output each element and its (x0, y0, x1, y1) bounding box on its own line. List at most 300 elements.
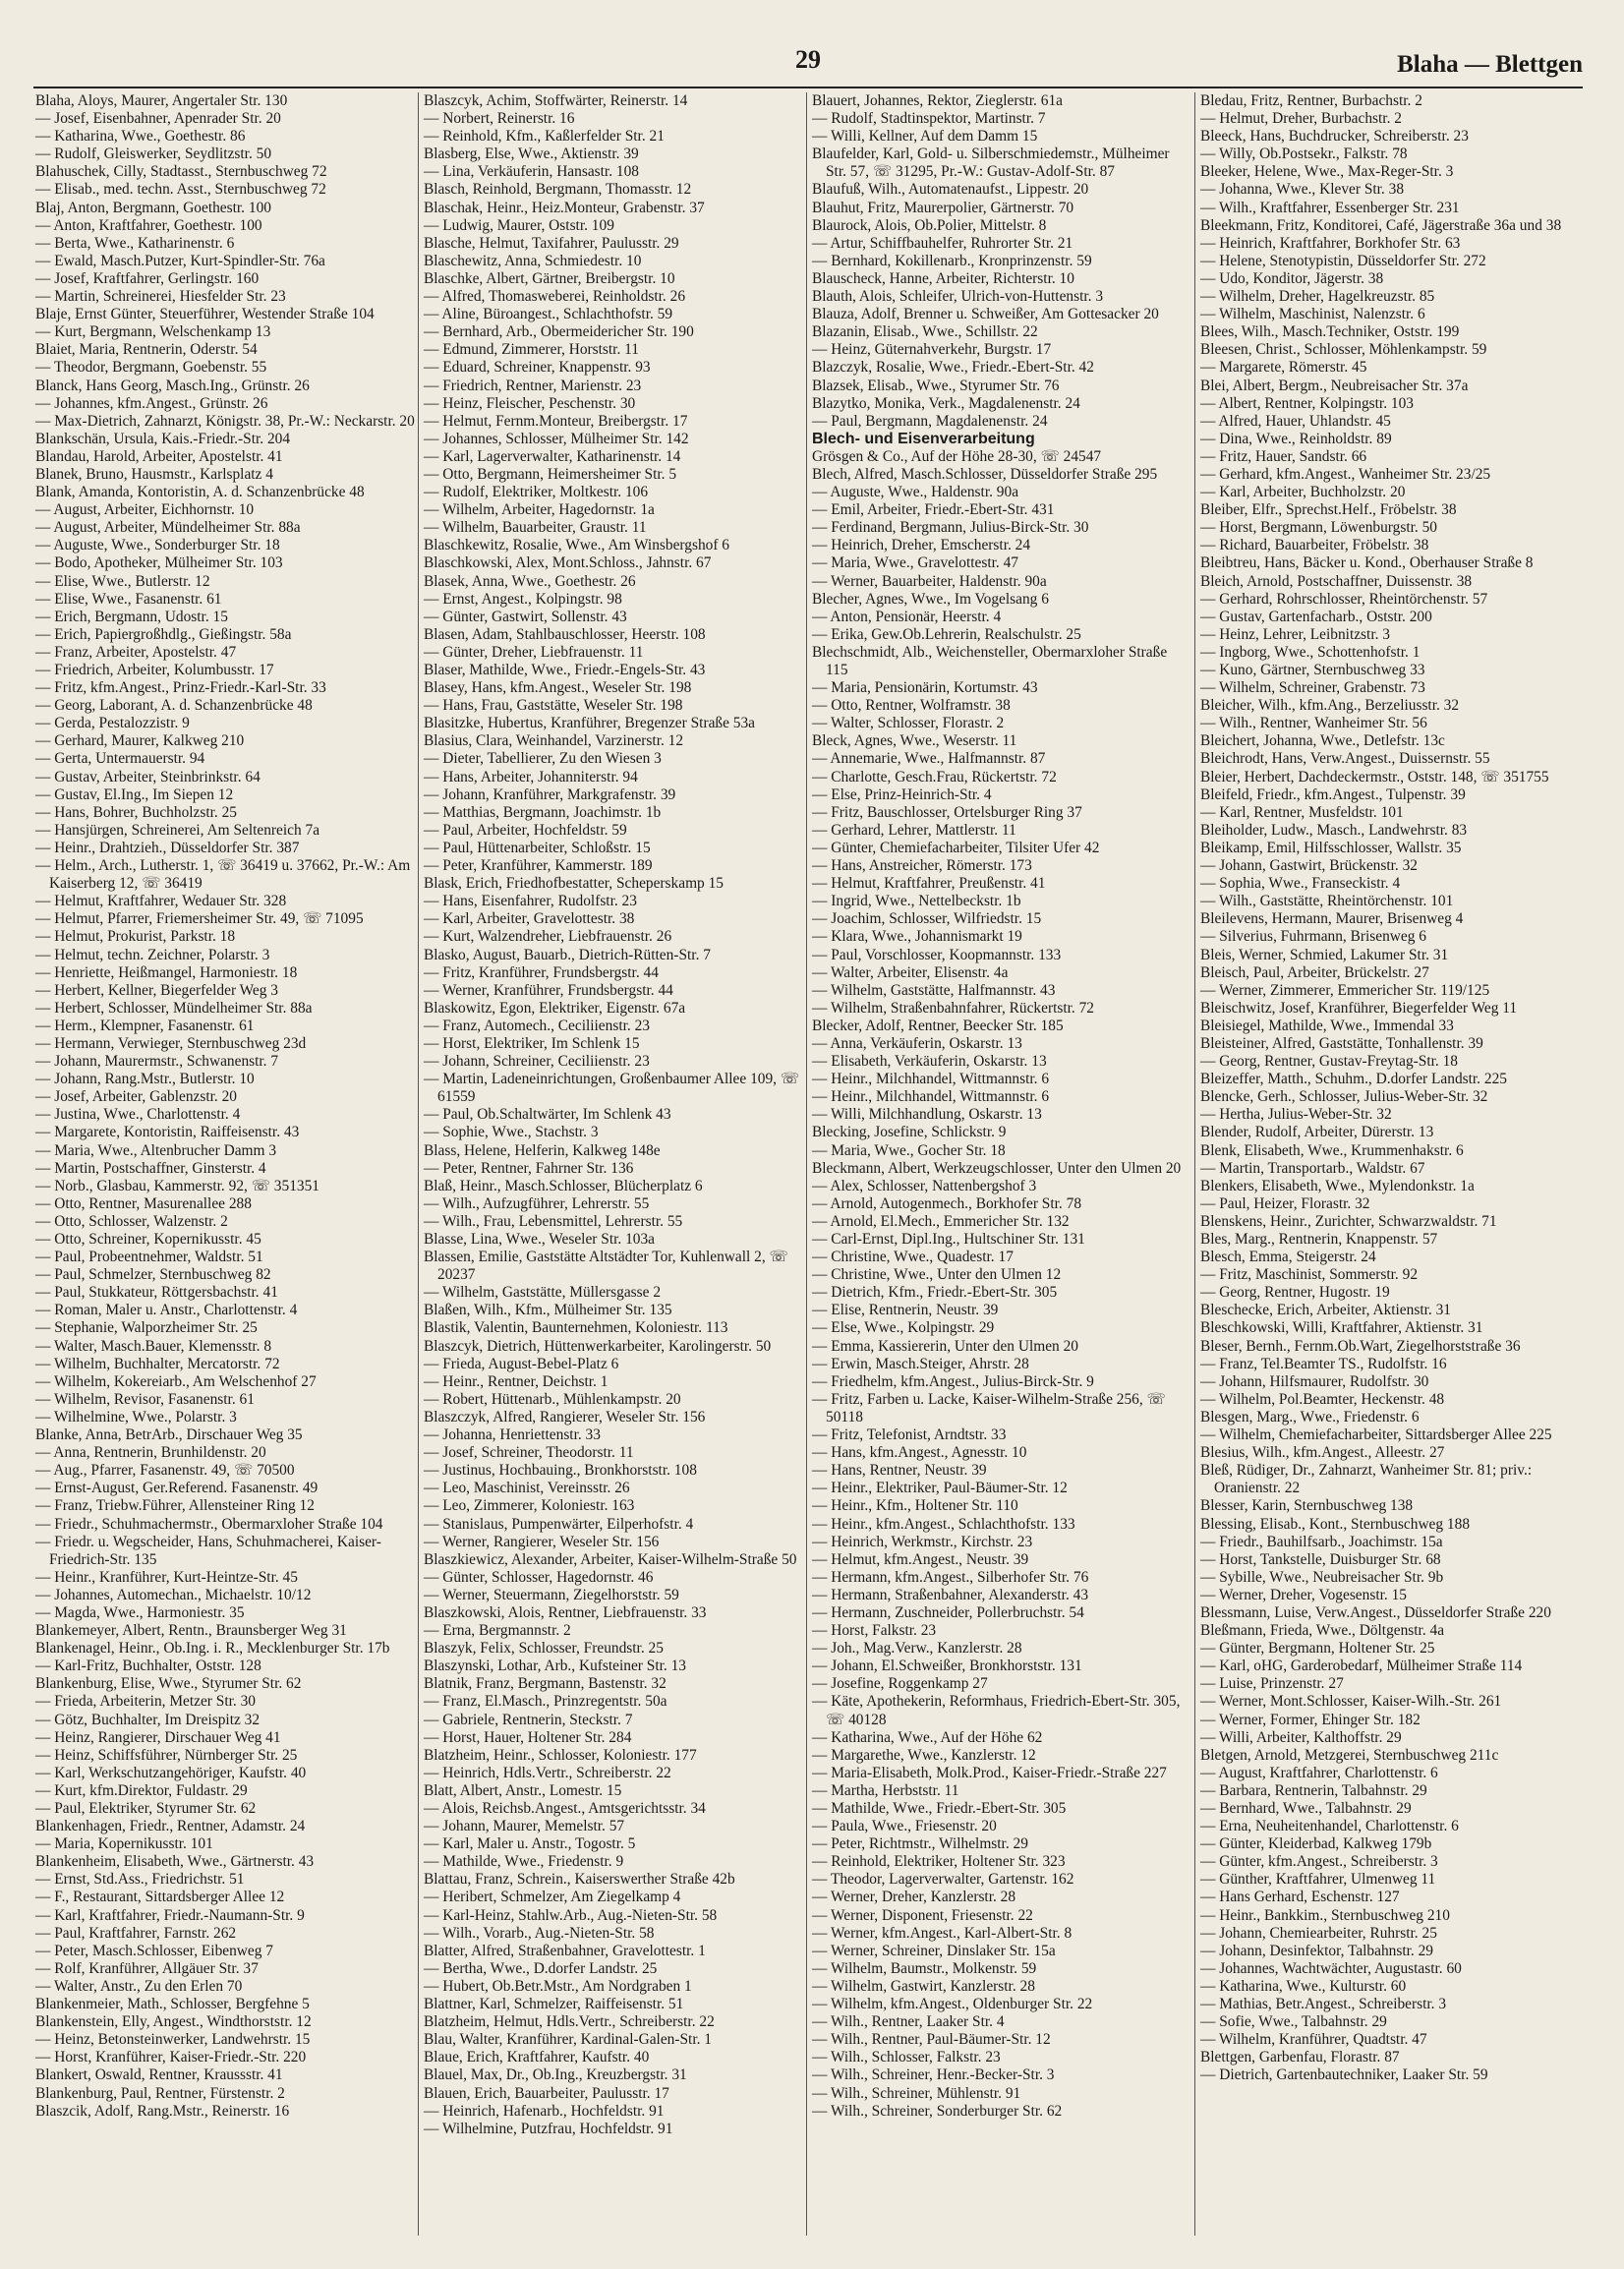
directory-entry: — Franz, Automech., Ceciliienstr. 23 (424, 1017, 650, 1034)
directory-entry: — Arnold, El.Mech., Emmericher Str. 132 (812, 1212, 1070, 1230)
directory-entry: — Katharina, Wwe., Auf der Höhe 62 (812, 1728, 1043, 1746)
directory-entry: Blaiet, Maria, Rentnerin, Oderstr. 54 (35, 341, 258, 359)
directory-entry: Blessing, Elisab., Kont., Sternbuschweg 188 (1200, 1515, 1471, 1533)
directory-entry: — Fritz, Bauschlosser, Ortelsburger Ring 37 (812, 803, 1082, 821)
directory-entry: — Bernhard, Arb., Obermeidericher Str. 190 (424, 323, 694, 341)
directory-entry: — Johann, Maurer, Memelstr. 57 (424, 1818, 625, 1835)
directory-entry: Blecking, Josefine, Schlickstr. 9 (812, 1124, 1007, 1141)
directory-entry: Blaszynski, Lothar, Arb., Kufsteiner Str. 13 (424, 1658, 686, 1675)
directory-entry: Blenskens, Heinr., Zurichter, Schwarzwaldstr. 71 (1200, 1212, 1497, 1230)
directory-entry: — Wilhelm, Revisor, Fasanenstr. 61 (35, 1390, 255, 1408)
directory-entry: — Wilhelm, Baumstr., Molkenstr. 59 (812, 1959, 1037, 1977)
directory-entry: — Götz, Buchhalter, Im Dreispitz 32 (35, 1711, 261, 1728)
directory-entry: Bleilevens, Hermann, Maurer, Brisenweg 4 (1200, 910, 1464, 928)
directory-entry: — Walter, Arbeiter, Elisenstr. 4a (812, 963, 1009, 981)
directory-entry: Blattau, Franz, Schrein., Kaiserswerther Straße 42b (424, 1871, 735, 1889)
directory-entry: — Bernhard, Wwe., Talbahnstr. 29 (1200, 1800, 1412, 1817)
directory-entry: — Bodo, Apotheker, Mülheimer Str. 103 (35, 554, 283, 572)
directory-entry: — Johannes, Wachtwächter, Augustastr. 60 (1200, 1959, 1462, 1977)
directory-entry: Blenk, Elisabeth, Wwe., Krummenhakstr. 6 (1200, 1141, 1464, 1159)
directory-entry: — Heinr., Kfm., Holtener Str. 110 (812, 1497, 1018, 1515)
directory-entry: — Sofie, Wwe., Talbahnstr. 29 (1200, 2013, 1387, 2031)
directory-entry: — Elisab., med. techn. Asst., Sternbuschweg 72 (35, 181, 326, 199)
directory-entry: Blankenheim, Elisabeth, Wwe., Gärtnerstr. 43 (35, 1853, 315, 1871)
directory-entry: — Hans, Anstreicher, Römerstr. 173 (812, 857, 1032, 875)
directory-entry: — Emil, Arbeiter, Friedr.-Ebert-Str. 431 (812, 501, 1055, 519)
directory-entry: Blechschmidt, Alb., Weichensteller, Obermarxloher Straße 115 (812, 643, 1168, 678)
directory-entry: — Günter, Chemiefacharbeiter, Tilsiter Ufer 42 (812, 839, 1100, 856)
directory-entry: — Johanna, Henriettenstr. 33 (424, 1426, 601, 1444)
directory-entry: — Heinz, Lehrer, Leibnitzstr. 3 (1200, 625, 1390, 643)
directory-entry: — Erika, Gew.Ob.Lehrerin, Realschulstr. 25 (812, 625, 1081, 643)
directory-entry: Blasberg, Else, Wwe., Aktienstr. 39 (424, 145, 639, 163)
directory-entry: — Christine, Wwe., Unter den Ulmen 12 (812, 1266, 1062, 1284)
directory-entry: Bleizeffer, Matth., Schuhm., D.dorfer Landstr. 225 (1200, 1071, 1507, 1088)
directory-entry: — Fritz, Maschinist, Sommerstr. 92 (1200, 1266, 1419, 1284)
directory-entry: — Maria, Wwe., Altenbrucher Damm 3 (35, 1141, 277, 1159)
directory-entry: Blasse, Lina, Wwe., Weseler Str. 103a (424, 1231, 655, 1248)
directory-entry: — Rudolf, Stadtinspektor, Martinstr. 7 (812, 110, 1046, 128)
directory-entry: — Hansjürgen, Schreinerei, Am Seltenreich 7a (35, 821, 320, 839)
directory-entry: — Paul, Probeentnehmer, Waldstr. 51 (35, 1249, 263, 1266)
directory-entry: — Heinz, Schiffsführer, Nürnberger Str. 25 (35, 1746, 298, 1764)
directory-entry: — Elise, Rentnerin, Neustr. 39 (812, 1302, 999, 1319)
directory-entry: — Helene, Stenotypistin, Düsseldorfer Str. 272 (1200, 252, 1486, 269)
directory-entry: Blatter, Alfred, Straßenbahner, Gravelottestr. 1 (424, 1942, 706, 1959)
directory-entry: Blaszyk, Felix, Schlosser, Freundstr. 25 (424, 1640, 664, 1658)
directory-entry: — Karl, Arbeiter, Buchholzstr. 20 (1200, 484, 1406, 501)
directory-entry: — Paul, Kraftfahrer, Farnstr. 262 (35, 1924, 237, 1942)
directory-entry: — Franz, El.Masch., Prinzregentstr. 50a (424, 1693, 667, 1711)
directory-entry: — Karl, Werkschutzangehöriger, Kaufstr. 40 (35, 1764, 307, 1781)
directory-entry: — Karl, Rentner, Musfeldstr. 101 (1200, 803, 1404, 821)
directory-entry: — Paul, Hüttenarbeiter, Schloßstr. 15 (424, 839, 651, 856)
directory-entry: Blesius, Wilh., kfm.Angest., Alleestr. 27 (1200, 1444, 1445, 1462)
directory-entry: — Heinr., Rentner, Deichstr. 1 (424, 1372, 609, 1390)
directory-entry: — Wilhelm, Kokereiarb., Am Welschenhof 27 (35, 1372, 317, 1390)
directory-entry: — Barbara, Rentnerin, Talbahnstr. 29 (1200, 1781, 1427, 1799)
directory-entry: Bletgen, Arnold, Metzgerei, Sternbuschweg 211c (1200, 1746, 1499, 1764)
directory-entry: — Fritz, kfm.Angest., Prinz-Friedr.-Karl-Str. 33 (35, 679, 326, 697)
directory-entry: — Werner, Disponent, Friesenstr. 22 (812, 1906, 1033, 1924)
directory-entry: Blencke, Gerh., Schlosser, Julius-Weber-Str. 32 (1200, 1088, 1488, 1106)
directory-column-3 (812, 92, 1200, 2245)
directory-entry: — Joachim, Schlosser, Wilfriedstr. 15 (812, 910, 1042, 928)
directory-entry: — Hans, kfm.Angest., Agnesstr. 10 (812, 1444, 1027, 1462)
directory-entry: Blauscheck, Hanne, Arbeiter, Richterstr. 10 (812, 269, 1074, 287)
directory-entry: Bleisch, Paul, Arbeiter, Brückelstr. 27 (1200, 963, 1429, 981)
directory-entry: Blatnik, Franz, Bergmann, Bastenstr. 32 (424, 1675, 667, 1693)
header-rule (33, 87, 1583, 88)
directory-entry: Blauza, Adolf, Brenner u. Schweißer, Am Gottesacker 20 (812, 306, 1159, 323)
directory-entry: — August, Arbeiter, Mündelheimer Str. 88a (35, 519, 301, 537)
directory-entry: Blastik, Valentin, Baunternehmen, Koloniestr. 113 (424, 1319, 728, 1337)
directory-entry: — Justina, Wwe., Charlottenstr. 4 (35, 1106, 241, 1124)
directory-entry: Blessmann, Luise, Verw.Angest., Düsseldorfer Straße 220 (1200, 1603, 1551, 1621)
directory-entry: — Friedrich, Rentner, Marienstr. 23 (424, 377, 642, 394)
directory-entry: — Paul, Elektriker, Styrumer Str. 62 (35, 1800, 257, 1817)
directory-entry: Blasius, Clara, Weinhandel, Varzinerstr. 12 (424, 732, 684, 750)
directory-entry: — Max-Dietrich, Zahnarzt, Königstr. 38, Pr.-W.: Neckarstr. 20 (35, 412, 415, 430)
directory-entry: — Norb., Glasbau, Kammerstr. 92, ☏ 351351 (35, 1177, 319, 1194)
directory-entry: Blaha, Aloys, Maurer, Angertaler Str. 130 (35, 92, 288, 109)
directory-entry: — Rudolf, Gleiswerker, Seydlitzstr. 50 (35, 145, 272, 163)
directory-entry: — Herbert, Kellner, Biegerfelder Weg 3 (35, 981, 279, 999)
directory-entry: — Heinz, Fleischer, Peschenstr. 30 (424, 394, 636, 412)
directory-entry: — Horst, Hauer, Holtener Str. 284 (424, 1728, 632, 1746)
directory-entry: — Stanislaus, Pumpenwärter, Eilperhofstr. 4 (424, 1515, 694, 1533)
directory-entry: Blazytko, Monika, Verk., Magdalenenstr. 24 (812, 394, 1080, 412)
directory-entry: — Heinr., Kranführer, Kurt-Heintze-Str. 45 (35, 1568, 298, 1586)
directory-entry: — Sophia, Wwe., Franseckistr. 4 (1200, 875, 1401, 893)
directory-entry: — Carl-Ernst, Dipl.Ing., Hultschiner Str. 131 (812, 1231, 1085, 1248)
directory-entry: Blaschke, Albert, Gärtner, Breibergstr. 10 (424, 269, 675, 287)
directory-entry: — Günter, Schlosser, Hagedornstr. 46 (424, 1568, 654, 1586)
directory-entry: Blasek, Anna, Wwe., Goethestr. 26 (424, 572, 636, 590)
directory-entry: — Helmut, Prokurist, Parkstr. 18 (35, 928, 236, 946)
directory-entry: — Martin, Transportarb., Waldstr. 67 (1200, 1159, 1425, 1177)
directory-entry: — Frieda, August-Bebel-Platz 6 (424, 1355, 619, 1372)
directory-entry: Bleekmann, Fritz, Konditorei, Café, Jägerstraße 36a und 38 (1200, 216, 1562, 234)
directory-entry: Blatt, Albert, Anstr., Lomestr. 15 (424, 1781, 622, 1799)
directory-entry: — Fritz, Hauer, Sandstr. 66 (1200, 447, 1367, 465)
directory-entry: — Käte, Apothekerin, Reformhaus, Friedrich-Ebert-Str. 305, ☏ 40128 (812, 1693, 1181, 1728)
directory-column-2 (424, 92, 812, 2245)
directory-entry: — Helmut, Kraftfahrer, Wedauer Str. 328 (35, 893, 287, 910)
directory-entry: — Wilhelm, Gaststätte, Halfmannstr. 43 (812, 981, 1056, 999)
directory-entry: Blauhut, Fritz, Maurerpolier, Gärtnerstr. 70 (812, 199, 1074, 216)
directory-entry: — Martha, Herbststr. 11 (812, 1781, 959, 1799)
directory-entry: — Peter, Kranführer, Kammerstr. 189 (424, 857, 653, 875)
directory-entry: Blasch, Reinhold, Bergmann, Thomasstr. 12 (424, 181, 692, 199)
directory-entry: — Hermann, Verwieger, Sternbuschweg 23d (35, 1034, 307, 1052)
directory-entry: Blaßen, Wilh., Kfm., Mülheimer Str. 135 (424, 1302, 672, 1319)
directory-entry: Bledau, Fritz, Rentner, Burbachstr. 2 (1200, 92, 1422, 109)
directory-entry: — Otto, Rentner, Wolframstr. 38 (812, 697, 1011, 715)
directory-entry: — Werner, Zimmerer, Emmericher Str. 119/125 (1200, 981, 1490, 999)
directory-entry: — Peter, Rentner, Fahrner Str. 136 (424, 1159, 634, 1177)
directory-entry: — Karl, Lagerverwalter, Katharinenstr. 14 (424, 447, 681, 465)
directory-entry: — Friedr., Bauhilfsarb., Joachimstr. 15a (1200, 1533, 1443, 1550)
directory-entry: Blankenmeier, Math., Schlosser, Bergfehne 5 (35, 1996, 310, 2013)
directory-entry: — Arnold, Autogenmech., Borkhofer Str. 78 (812, 1194, 1082, 1212)
directory-entry: — Gabriele, Rentnerin, Steckstr. 7 (424, 1711, 633, 1728)
directory-entry: — Emma, Kassiererin, Unter den Ulmen 20 (812, 1337, 1078, 1355)
directory-entry: — Wilh., Aufzugführer, Lehrerstr. 55 (424, 1194, 650, 1212)
directory-entry: — F., Restaurant, Sittardsberger Allee 12 (35, 1889, 285, 1906)
directory-entry: — Anton, Kraftfahrer, Goethestr. 100 (35, 216, 262, 234)
directory-entry: — Joh., Mag.Verw., Kanzlerstr. 28 (812, 1640, 1022, 1658)
directory-entry: — Kurt, Walzendreher, Liebfrauenstr. 26 (424, 928, 672, 946)
directory-entry: Bleier, Herbert, Dachdeckermstr., Oststr. 148, ☏ 351755 (1200, 768, 1549, 785)
directory-entry: Bleckmann, Albert, Werkzeugschlosser, Unter den Ulmen 20 (812, 1159, 1182, 1177)
directory-entry: Bleis, Werner, Schmied, Lakumer Str. 31 (1200, 946, 1449, 963)
directory-entry: — Wilhelmine, Wwe., Polarstr. 3 (35, 1408, 237, 1425)
directory-entry: Blaszcik, Adolf, Rang.Mstr., Reinerstr. 16 (35, 2102, 290, 2120)
directory-entry: — Auguste, Wwe., Sonderburger Str. 18 (35, 537, 280, 554)
directory-entry: Blankert, Oswald, Rentner, Kraussstr. 41 (35, 2066, 283, 2084)
directory-entry: — Wilh., Schlosser, Falkstr. 23 (812, 2049, 1001, 2066)
directory-entry: — Dieter, Tabellierer, Zu den Wiesen 3 (424, 750, 662, 768)
directory-entry: — Albert, Rentner, Kolpingstr. 103 (1200, 394, 1414, 412)
directory-entry: Blenkers, Elisabeth, Wwe., Mylendonkstr. 1a (1200, 1177, 1475, 1194)
directory-entry: — Gerta, Untermauerstr. 94 (35, 750, 205, 768)
directory-entry: Bleiholder, Ludw., Masch., Landwehrstr. 83 (1200, 821, 1468, 839)
directory-entry: — Hans, Bohrer, Buchholzstr. 25 (35, 803, 237, 821)
directory-entry: Blender, Rudolf, Arbeiter, Dürerstr. 13 (1200, 1124, 1434, 1141)
directory-entry: — Silverius, Fuhrmann, Brisenweg 6 (1200, 928, 1426, 946)
directory-entry: Blaschewitz, Anna, Schmiedestr. 10 (424, 252, 642, 269)
directory-entry: — Ernst-August, Ger.Referend. Fasanenstr. 49 (35, 1480, 319, 1497)
directory-entry: — Gerhard, Lehrer, Mattlerstr. 11 (812, 821, 1016, 839)
directory-entry: Blaurock, Alois, Ob.Polier, Mittelstr. 8 (812, 216, 1047, 234)
directory-entry: — Günter, Gastwirt, Sollenstr. 43 (424, 608, 627, 625)
directory-entry: Blaschkowski, Alex, Mont.Schloss., Jahnstr. 67 (424, 554, 712, 572)
directory-entry: — Otto, Rentner, Masurenallee 288 (35, 1194, 252, 1212)
directory-entry: — Alfred, Hauer, Uhlandstr. 45 (1200, 412, 1391, 430)
directory-entry: — Willy, Ob.Postsekr., Falkstr. 78 (1200, 145, 1408, 163)
directory-entry: — Henriette, Heißmangel, Harmoniestr. 18 (35, 963, 298, 981)
directory-entry: — Fritz, Farben u. Lacke, Kaiser-Wilhelm-Straße 256, ☏ 50118 (812, 1390, 1166, 1425)
directory-entry: — Werner, Former, Ehinger Str. 182 (1200, 1711, 1421, 1728)
directory-entry: Blettgen, Garbenfau, Florastr. 87 (1200, 2049, 1400, 2066)
directory-entry: Bleser, Bernh., Fernm.Ob.Wart, Ziegelhorststraße 36 (1200, 1337, 1521, 1355)
directory-entry: — Margarete, Kontoristin, Raiffeisenstr. 43 (35, 1124, 300, 1141)
directory-entry: — Wilh., Rentner, Laaker Str. 4 (812, 2013, 1005, 2031)
directory-entry: — Gustav, Gartenfacharb., Oststr. 200 (1200, 608, 1432, 625)
directory-entry: — Günther, Kraftfahrer, Ulmenweg 11 (1200, 1871, 1436, 1889)
directory-entry: — Margarete, Römerstr. 45 (1200, 359, 1367, 377)
directory-entry: — Ferdinand, Bergmann, Julius-Birck-Str. 30 (812, 519, 1089, 537)
directory-entry: Bleifeld, Friedr., kfm.Angest., Tulpenstr. 39 (1200, 785, 1466, 803)
directory-entry: — Hubert, Ob.Betr.Mstr., Am Nordgraben 1 (424, 1977, 692, 1995)
directory-entry: Blesser, Karin, Sternbuschweg 138 (1200, 1497, 1414, 1515)
directory-entry: — Franz, Tel.Beamter TS., Rudolfstr. 16 (1200, 1355, 1447, 1372)
directory-entry: — Hans, Eisenfahrer, Rudolfstr. 23 (424, 893, 637, 910)
directory-entry: — Christine, Wwe., Quadestr. 17 (812, 1249, 1014, 1266)
directory-entry: — Werner, Steuermann, Ziegelhorststr. 59 (424, 1586, 679, 1603)
directory-entry: — Helmut, Fernm.Monteur, Breibergstr. 17 (424, 412, 688, 430)
directory-entry: — Aline, Büroangest., Schlachthofstr. 59 (424, 306, 673, 323)
directory-entry: — Alois, Reichsb.Angest., Amtsgerichtsstr. 34 (424, 1800, 706, 1817)
directory-entry: Blankenagel, Heinr., Ob.Ing. i. R., Mecklenburger Str. 17b (35, 1640, 390, 1658)
directory-entry: — Wilh., Kraftfahrer, Essenberger Str. 231 (1200, 199, 1460, 216)
directory-entry: Blesgen, Marg., Wwe., Friedenstr. 6 (1200, 1408, 1420, 1425)
directory-entry: Blaschak, Heinr., Heiz.Monteur, Grabenstr. 37 (424, 199, 705, 216)
directory-entry: — Rudolf, Elektriker, Moltkestr. 106 (424, 484, 649, 501)
directory-entry: — Karl-Heinz, Stahlw.Arb., Aug.-Nieten-Str. 58 (424, 1906, 718, 1924)
directory-entry: — Gustav, El.Ing., Im Siepen 12 (35, 785, 234, 803)
directory-entry: — Margarethe, Wwe., Kanzlerstr. 12 (812, 1746, 1036, 1764)
directory-entry: Blankemeyer, Albert, Rentn., Braunsberger Weg 31 (35, 1622, 347, 1640)
directory-entry: — Richard, Bauarbeiter, Fröbelstr. 38 (1200, 537, 1429, 554)
directory-entry: — Paul, Stukkateur, Röttgersbachstr. 41 (35, 1284, 278, 1302)
directory-entry: — Wilhelm, Pol.Beamter, Heckenstr. 48 (1200, 1390, 1445, 1408)
directory-entry: — Paul, Schmelzer, Sternbuschweg 82 (35, 1266, 271, 1284)
directory-entry: — Heinr., Milchhandel, Wittmannstr. 6 (812, 1088, 1050, 1106)
directory-entry: Blankenstein, Elly, Angest., Windthorststr. 12 (35, 2013, 312, 2031)
directory-entry: — Kurt, kfm.Direktor, Fuldastr. 29 (35, 1781, 248, 1799)
directory-entry: — Ludwig, Maurer, Oststr. 109 (424, 216, 614, 234)
directory-columns (35, 92, 1589, 2245)
directory-entry: — Hans, Frau, Gaststätte, Weseler Str. 198 (424, 697, 683, 715)
directory-entry: — Gerhard, kfm.Angest., Wanheimer Str. 23/25 (1200, 465, 1491, 483)
directory-entry: — Maria, Wwe., Gravelottestr. 47 (812, 554, 1018, 572)
directory-entry: — Günter, Bergmann, Holtener Str. 25 (1200, 1640, 1435, 1658)
directory-entry: — Heinz, Betonsteinwerker, Landwehrstr. 15 (35, 2031, 311, 2049)
directory-entry: — Willi, Milchhandlung, Oskarstr. 13 (812, 1106, 1042, 1124)
directory-entry: — Wilh., Frau, Lebensmittel, Lehrerstr. 55 (424, 1212, 683, 1230)
directory-entry: Blazczyk, Rosalie, Wwe., Friedr.-Ebert-Str. 42 (812, 359, 1094, 377)
directory-entry: — Karl, oHG, Garderobedarf, Mülheimer Straße 114 (1200, 1658, 1523, 1675)
directory-entry: — Heinr., Drahtzieh., Düsseldorfer Str. 387 (35, 839, 300, 856)
directory-entry: — Wilh., Schreiner, Sonderburger Str. 62 (812, 2102, 1063, 2120)
directory-entry: — Karl, Kraftfahrer, Friedr.-Naumann-Str. 9 (35, 1906, 305, 1924)
directory-entry: — Martin, Ladeneinrichtungen, Großenbaumer Allee 109, ☏ 61559 (424, 1071, 800, 1106)
directory-entry: — Anna, Verkäuferin, Oskarstr. 13 (812, 1034, 1022, 1052)
directory-entry: — Johann, Rang.Mstr., Butlerstr. 10 (35, 1071, 255, 1088)
directory-entry: — Klara, Wwe., Johannismarkt 19 (812, 928, 1022, 946)
directory-entry: — Mathilde, Wwe., Friedr.-Ebert-Str. 305 (812, 1800, 1067, 1817)
directory-entry: — Dietrich, Gartenbautechniker, Laaker Str. 59 (1200, 2066, 1488, 2084)
directory-entry: — Georg, Laborant, A. d. Schanzenbrücke 48 (35, 697, 313, 715)
directory-entry: — Johannes, kfm.Angest., Grünstr. 26 (35, 394, 268, 412)
directory-entry: — Hermann, kfm.Angest., Silberhofer Str. 76 (812, 1568, 1089, 1586)
directory-entry: — Heinz, Güternahverkehr, Burgstr. 17 (812, 341, 1052, 359)
directory-entry: Bleischwitz, Josef, Kranführer, Biegerfelder Weg 11 (1200, 999, 1518, 1017)
directory-entry: — Mathilde, Wwe., Friedenstr. 9 (424, 1853, 624, 1871)
directory-entry: — Werner, Dreher, Kanzlerstr. 28 (812, 1889, 1016, 1906)
directory-entry: — Roman, Maler u. Anstr., Charlottenstr. 4 (35, 1302, 298, 1319)
directory-entry: Bleß, Rüdiger, Dr., Zahnarzt, Wanheimer Str. 81; priv.: Oranienstr. 22 (1200, 1462, 1533, 1497)
directory-entry: Blaszczyk, Alfred, Rangierer, Weseler Str. 156 (424, 1408, 706, 1425)
directory-entry: Blatzheim, Heinr., Schlosser, Koloniestr. 177 (424, 1746, 697, 1764)
directory-entry: — Kurt, Bergmann, Welschenkamp 13 (35, 323, 271, 341)
directory-entry: — Leo, Zimmerer, Koloniestr. 163 (424, 1497, 635, 1515)
directory-entry: — Matthias, Bergmann, Joachimstr. 1b (424, 803, 662, 821)
directory-entry: — Paul, Arbeiter, Hochfeldstr. 59 (424, 821, 627, 839)
directory-entry: — Heinr., Milchhandel, Wittmannstr. 6 (812, 1071, 1050, 1088)
directory-entry: Grösgen & Co., Auf der Höhe 28-30, ☏ 24547 (812, 447, 1102, 465)
directory-entry: — Wilh., Vorarb., Aug.-Nieten-Str. 58 (424, 1924, 655, 1942)
directory-entry: Blasche, Helmut, Taxifahrer, Paulusstr. 29 (424, 234, 679, 252)
directory-entry: — Hermann, Straßenbahner, Alexanderstr. 43 (812, 1586, 1089, 1603)
directory-entry: — Franz, Arbeiter, Apostelstr. 47 (35, 643, 237, 661)
directory-entry: Blaszkiewicz, Alexander, Arbeiter, Kaiser-Wilhelm-Straße 50 (424, 1550, 797, 1568)
directory-entry: — Otto, Schlosser, Walzenstr. 2 (35, 1212, 228, 1230)
directory-entry: — Wilhelm, Maschinist, Nalenzstr. 6 (1200, 306, 1425, 323)
directory-entry: Blanek, Bruno, Hausmstr., Karlsplatz 4 (35, 465, 273, 483)
directory-entry: — Erna, Bergmannstr. 2 (424, 1622, 571, 1640)
directory-entry: Blecher, Agnes, Wwe., Im Vogelsang 6 (812, 590, 1049, 608)
directory-entry: — Robert, Hüttenarb., Mühlenkampstr. 20 (424, 1390, 681, 1408)
directory-entry: — Wilhelm, kfm.Angest., Oldenburger Str. 22 (812, 1996, 1093, 2013)
directory-entry: — Georg, Rentner, Hugostr. 19 (1200, 1284, 1390, 1302)
directory-entry: — Karl-Fritz, Buchhalter, Oststr. 128 (35, 1658, 261, 1675)
directory-entry: — Luise, Prinzenstr. 27 (1200, 1675, 1344, 1693)
directory-entry: Bleichert, Johanna, Wwe., Detlefstr. 13c (1200, 732, 1445, 750)
directory-entry: Blasey, Hans, kfm.Angest., Weseler Str. 198 (424, 679, 692, 697)
directory-entry: — Johann, Schreiner, Ceciliienstr. 23 (424, 1053, 650, 1071)
directory-entry: — Friedr. u. Wegscheider, Hans, Schuhmacherei, Kaiser-Friedrich-Str. 135 (35, 1533, 381, 1568)
directory-entry: — Heinrich, Hafenarb., Hochfeldstr. 91 (424, 2102, 665, 2120)
directory-entry: — Werner, kfm.Angest., Karl-Albert-Str. 8 (812, 1924, 1073, 1942)
page-header (33, 45, 1583, 85)
directory-entry: — Sophie, Wwe., Stachstr. 3 (424, 1124, 599, 1141)
directory-entry: — Werner, Kranführer, Frundsbergstr. 44 (424, 981, 673, 999)
directory-entry: — Auguste, Wwe., Haldenstr. 90a (812, 484, 1019, 501)
directory-entry: — Theodor, Lagerverwalter, Gartenstr. 162 (812, 1871, 1074, 1889)
directory-entry: — Friedrich, Arbeiter, Kolumbusstr. 17 (35, 662, 274, 678)
directory-entry: Bleschecke, Erich, Arbeiter, Aktienstr. 31 (1200, 1302, 1451, 1319)
directory-entry: Blankenburg, Paul, Rentner, Fürstenstr. 2 (35, 2084, 285, 2102)
directory-entry: — Paul, Bergmann, Magdalenenstr. 24 (812, 412, 1048, 430)
directory-entry: Blahuschek, Cilly, Stadtasst., Sternbuschweg 72 (35, 163, 327, 181)
directory-entry: — Maria-Elisabeth, Molk.Prod., Kaiser-Friedr.-Straße 227 (812, 1764, 1167, 1781)
directory-entry: — Elisabeth, Verkäuferin, Oskarstr. 13 (812, 1053, 1047, 1071)
directory-entry: — Katharina, Wwe., Goethestr. 86 (35, 128, 246, 145)
directory-entry: — Fritz, Telefonist, Arndtstr. 33 (812, 1426, 1007, 1444)
directory-entry: — Gustav, Arbeiter, Steinbrinkstr. 64 (35, 768, 261, 785)
directory-entry: Blauth, Alois, Schleifer, Ulrich-von-Huttenstr. 3 (812, 288, 1104, 306)
directory-entry: — Wilhelm, Straßenbahnfahrer, Rückertstr. 72 (812, 999, 1094, 1017)
directory-entry: Blasko, August, Bauarb., Dietrich-Rütten-Str. 7 (424, 946, 711, 963)
directory-entry: — Stephanie, Walporzheimer Str. 25 (35, 1319, 258, 1337)
directory-entry: — Else, Wwe., Kolpingstr. 29 (812, 1319, 995, 1337)
directory-entry: Bleßmann, Frieda, Wwe., Döltgenstr. 4a (1200, 1622, 1445, 1640)
directory-entry: — Walter, Schlosser, Florastr. 2 (812, 715, 1005, 732)
directory-entry: — Horst, Bergmann, Löwenburgstr. 50 (1200, 519, 1437, 537)
directory-entry: Blaszkowski, Alois, Rentner, Liebfrauenstr. 33 (424, 1603, 707, 1621)
directory-entry: — Reinhold, Elektriker, Holtener Str. 323 (812, 1853, 1066, 1871)
directory-entry: — Johann, Gastwirt, Brückenstr. 32 (1200, 857, 1418, 875)
directory-entry: Blatzheim, Helmut, Hdls.Vertr., Schreiberstr. 22 (424, 2013, 715, 2031)
directory-entry: — Wilh., Schreiner, Mühlenstr. 91 (812, 2084, 1021, 2102)
directory-entry: — Paul, Vorschlosser, Koopmannstr. 133 (812, 946, 1062, 963)
directory-entry: — Udo, Konditor, Jägerstr. 38 (1200, 269, 1384, 287)
directory-entry: — Wilh., Rentner, Paul-Bäumer-Str. 12 (812, 2031, 1051, 2049)
directory-entry: Blask, Erich, Friedhofbestatter, Scheperskamp 15 (424, 875, 724, 893)
directory-entry: Blazsek, Elisab., Wwe., Styrumer Str. 76 (812, 377, 1060, 394)
directory-entry: Blauel, Max, Dr., Ob.Ing., Kreuzbergstr. 31 (424, 2066, 687, 2084)
directory-entry: — Johann, Hilfsmaurer, Rudolfstr. 30 (1200, 1372, 1429, 1390)
directory-entry: Bleich, Arnold, Postschaffner, Duissenstr. 38 (1200, 572, 1473, 590)
directory-entry: Blaue, Erich, Kraftfahrer, Kaufstr. 40 (424, 2049, 650, 2066)
directory-entry: — Helmut, Kraftfahrer, Preußenstr. 41 (812, 875, 1046, 893)
directory-entry: Bleeker, Helene, Wwe., Max-Reger-Str. 3 (1200, 163, 1454, 181)
directory-entry: — Wilhelm, Kranführer, Quadtstr. 47 (1200, 2031, 1427, 2049)
directory-entry: Blasitzke, Hubertus, Kranführer, Bregenzer Straße 53a (424, 715, 755, 732)
directory-entry: Bleichrodt, Hans, Verw.Angest., Duissernstr. 55 (1200, 750, 1490, 768)
directory-entry: — Paul, Heizer, Florastr. 32 (1200, 1194, 1370, 1212)
directory-entry: — Elise, Wwe., Butlerstr. 12 (35, 572, 210, 590)
directory-entry: Bleicher, Wilh., kfm.Ang., Berzeliusstr. 32 (1200, 697, 1460, 715)
directory-entry: — Ewald, Masch.Putzer, Kurt-Spindler-Str. 76a (35, 252, 325, 269)
directory-entry: — Friedr., Schuhmachermstr., Obermarxloher Straße 104 (35, 1515, 383, 1533)
directory-entry: — Frieda, Arbeiterin, Metzer Str. 30 (35, 1693, 256, 1711)
directory-entry: Blees, Wilh., Masch.Techniker, Oststr. 199 (1200, 323, 1460, 341)
directory-entry: — Johanna, Wwe., Klever Str. 38 (1200, 181, 1405, 199)
directory-entry: Bleikamp, Emil, Hilfsschlosser, Wallstr. 35 (1200, 839, 1462, 856)
directory-entry: Blankenburg, Elise, Wwe., Styrumer Str. 62 (35, 1675, 302, 1693)
directory-entry: Bleeck, Hans, Buchdrucker, Schreiberstr. 23 (1200, 128, 1469, 145)
directory-entry: Blau, Walter, Kranführer, Kardinal-Galen-Str. 1 (424, 2031, 712, 2049)
directory-entry: Bleisiegel, Mathilde, Wwe., Immendal 33 (1200, 1017, 1454, 1034)
directory-entry: Blecker, Adolf, Rentner, Beecker Str. 185 (812, 1017, 1064, 1034)
directory-entry: — Walter, Masch.Bauer, Klemensstr. 8 (35, 1337, 272, 1355)
directory-entry: — Paul, Ob.Schaltwärter, Im Schlenk 43 (424, 1106, 671, 1124)
directory-entry: — Heinrich, Werkmstr., Kirchstr. 23 (812, 1533, 1033, 1550)
